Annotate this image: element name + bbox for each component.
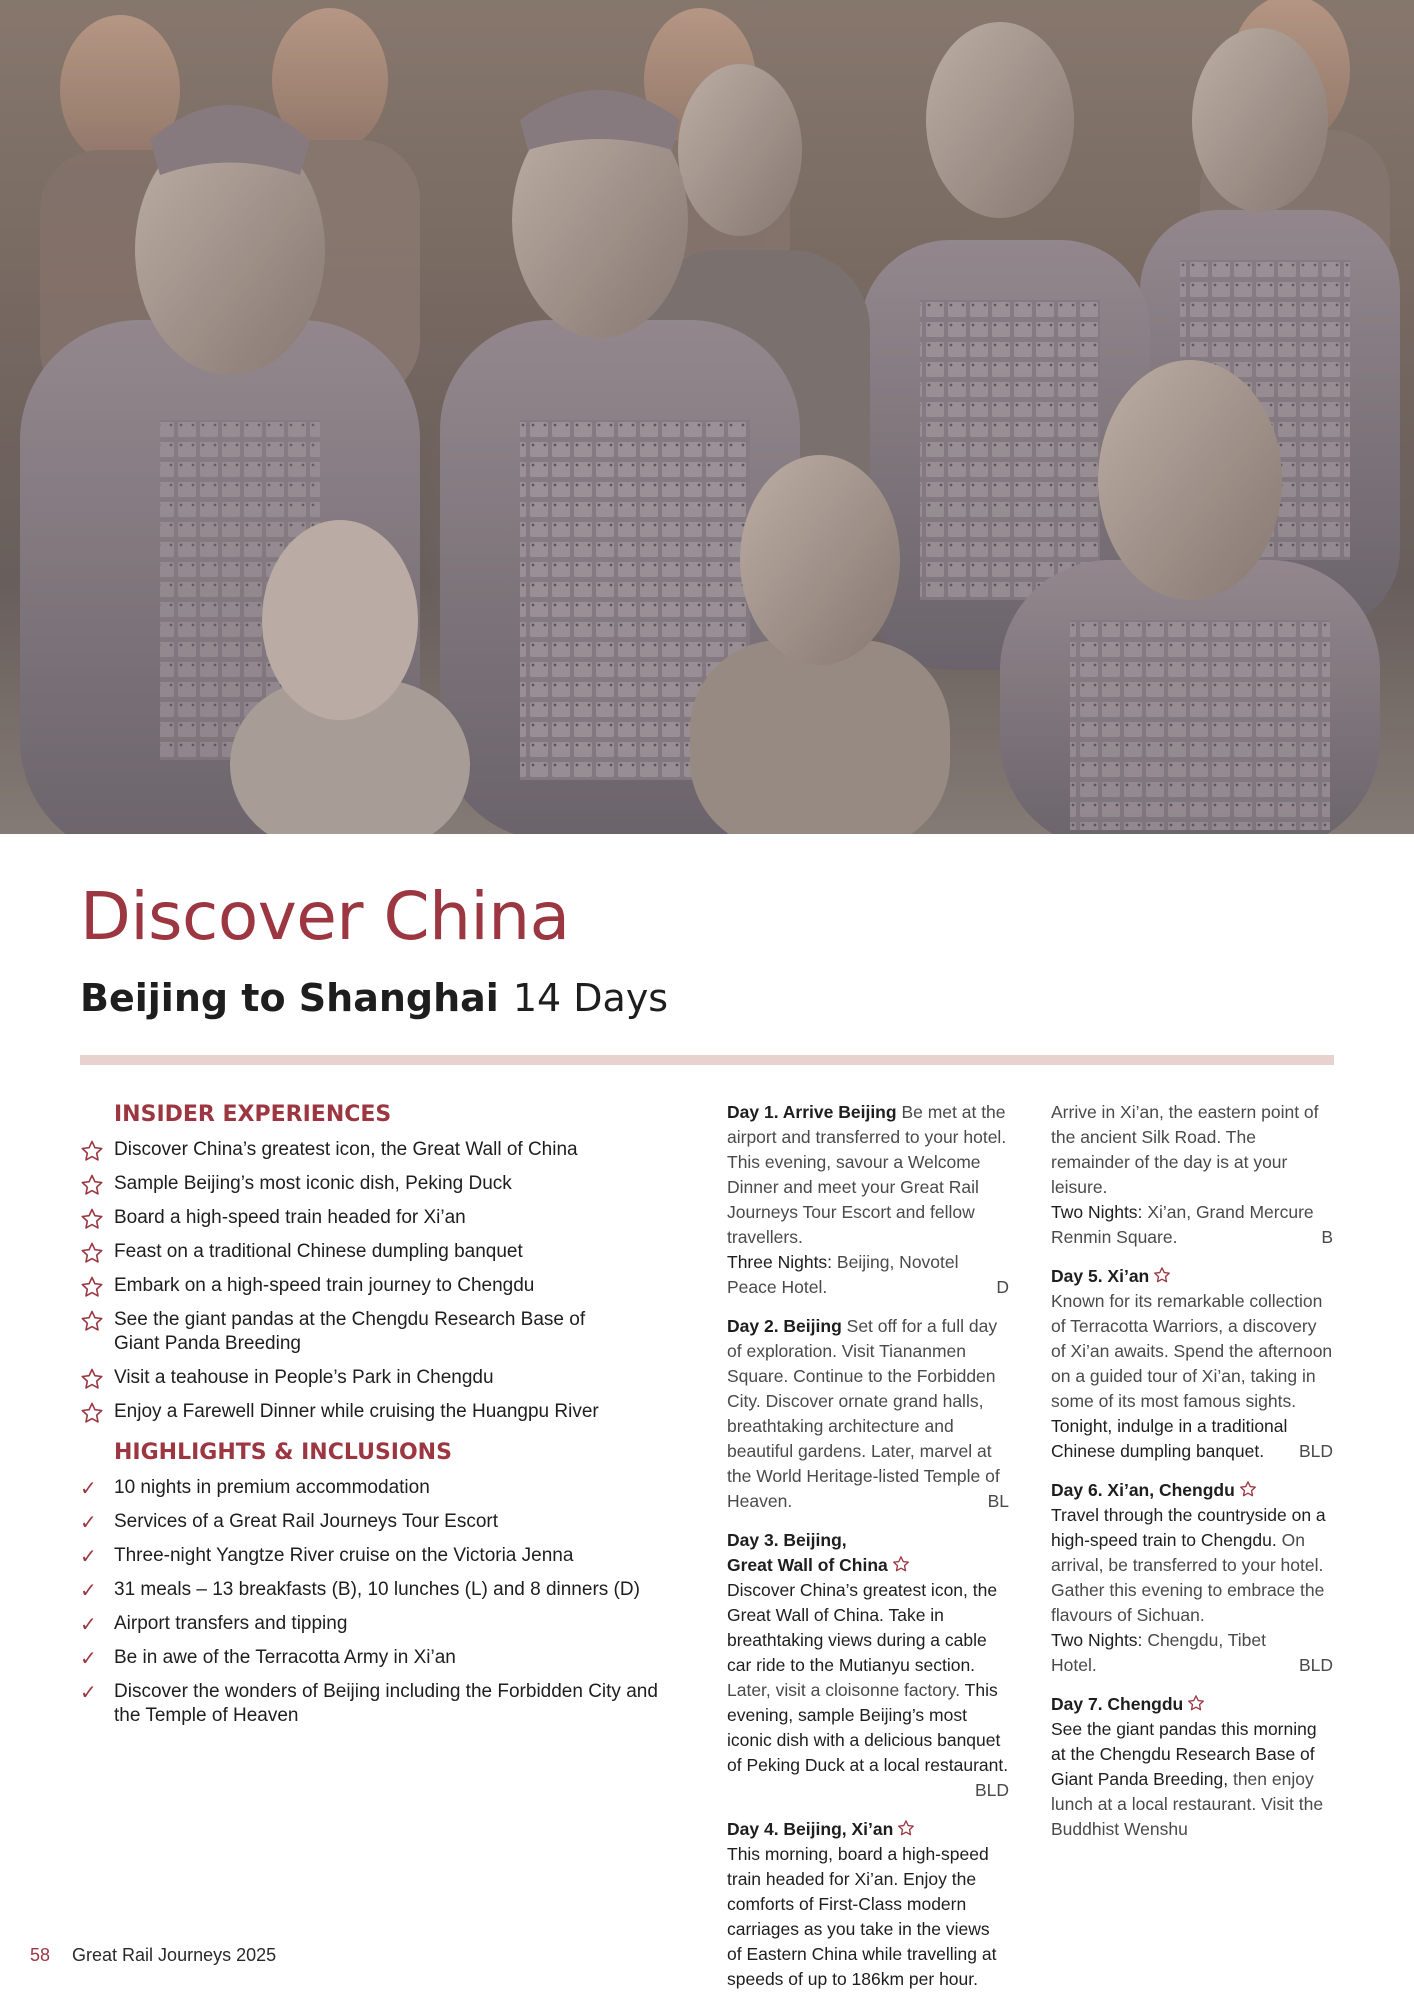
insider-heading: INSIDER EXPERIENCES <box>114 1102 392 1127</box>
hero-photo <box>0 0 1414 834</box>
insider-item: Feast on a traditional Chinese dumpling banquet <box>80 1240 680 1264</box>
insider-item: Board a high-speed train headed for Xi’an <box>80 1206 680 1230</box>
checkmark-icon: ✓ <box>80 1648 97 1670</box>
day-text-highlight: Tonight, indulge in a traditional Chinese dumpling banquet. <box>1051 1416 1288 1461</box>
page-title: Discover China <box>80 878 570 955</box>
highlights-list <box>80 1476 680 1728</box>
day-title: Day 2. Beijing <box>727 1316 842 1336</box>
day-text: Be met at the airport and transferred to your hotel. This evening, savour a Welcome Dinner and meet your Great Rail Journeys Tour Escort and fellow travellers. <box>727 1102 1007 1247</box>
highlight-item: ✓ Three-night Yangtze River cruise on the Victoria Jenna <box>80 1545 574 1568</box>
star-outline-icon <box>1239 1480 1257 1498</box>
terracotta-warriors-illustration <box>0 0 1414 834</box>
day-title: Day 4. Beijing, Xi’an <box>727 1819 894 1839</box>
star-outline-icon <box>80 1309 104 1333</box>
day-text-highlight: Travel through the countryside on a high-speed train to Chengdu. <box>1051 1505 1326 1550</box>
insider-item: Sample Beijing’s most iconic dish, Peking Duck <box>80 1172 680 1196</box>
day-title-line2: Great Wall of China <box>727 1555 888 1575</box>
meals-code: BL <box>987 1491 1009 1511</box>
insider-item: Enjoy a Farewell Dinner while cruising the Huangpu River <box>80 1400 680 1424</box>
day-text: Known for its remarkable collection of Terracotta Warriors, a discovery of Xi’an awaits. Spend the afternoon on a guided tour of Xi’an, taking in some of its most famous sights. <box>1051 1291 1333 1411</box>
meals-code: BLD <box>1298 1441 1333 1461</box>
star-outline-icon <box>80 1275 104 1299</box>
day-5 <box>1051 1264 1333 1464</box>
day-text: Later, visit a cloisonne factory. <box>727 1680 961 1700</box>
day-text: On arrival, be transferred to your hotel. Gather this evening to embrace the flavours of Sichuan. <box>1051 1530 1325 1625</box>
day-6 <box>1051 1478 1333 1678</box>
day-title: Day 3. Beijing, <box>727 1530 847 1550</box>
itinerary-column-2 <box>1051 1100 1333 1856</box>
highlight-item: ✓ Airport transfers and tipping <box>80 1613 348 1636</box>
highlight-item: ✓ Discover the wonders of Beijing including the Forbidden City and the Temple of Heaven <box>80 1681 658 1726</box>
day-title: Day 5. Xi’an <box>1051 1266 1150 1286</box>
highlight-item: ✓ 31 meals – 13 breakfasts (B), 10 lunches (L) and 8 dinners (D) <box>80 1579 640 1602</box>
star-outline-icon <box>80 1139 104 1163</box>
day-text-highlight: This morning, board a high-speed train headed for Xi’an. Enjoy the comforts of First-Class modern carriages as you take in the views of Eastern China while travelling at speeds of up to 186km per hour. <box>727 1844 997 1989</box>
nights-place: Xi’an, Grand Mercure Renmin Square. <box>1051 1202 1314 1247</box>
day-1 <box>727 1100 1009 1300</box>
nights-label: Two Nights: <box>1051 1202 1143 1222</box>
day-text: Set off for a full day of exploration. Visit Tiananmen Square. Continue to the Forbidden City. Discover ornate grand halls, breathtaking architecture and beautiful gardens. Later, marvel at the World Heritage-listed Temple of Heaven. <box>727 1316 1000 1511</box>
itinerary-column-1 <box>727 1100 1009 2000</box>
day-3 <box>727 1528 1009 1803</box>
checkmark-icon: ✓ <box>80 1512 97 1534</box>
checkmark-icon: ✓ <box>80 1682 97 1704</box>
star-outline-icon <box>897 1819 915 1837</box>
insider-item: Discover China’s greatest icon, the Great Wall of China <box>80 1138 680 1162</box>
experiences-column <box>80 1100 680 1728</box>
meals-code: D <box>996 1277 1009 1297</box>
checkmark-icon: ✓ <box>80 1546 97 1568</box>
tour-subtitle <box>80 976 668 1020</box>
day-4 <box>727 1817 1009 1992</box>
day-title: Day 6. Xi’an, Chengdu <box>1051 1480 1235 1500</box>
day-text-highlight: This evening, sample Beijing’s most iconic dish with a delicious banquet of Peking Duck at a local restaurant. <box>727 1680 1009 1775</box>
insider-list <box>80 1138 680 1424</box>
day-text: then enjoy lunch at a local restaurant. Visit the Buddhist Wenshu <box>1051 1769 1324 1839</box>
star-outline-icon <box>80 1207 104 1231</box>
star-outline-icon <box>1187 1694 1205 1712</box>
nights-place: Beijing, Novotel Peace Hotel. <box>727 1252 959 1297</box>
star-outline-icon <box>80 1173 104 1197</box>
page-number: 58 <box>30 1945 51 1965</box>
highlight-item: ✓ 10 nights in premium accommodation <box>80 1477 430 1500</box>
page-footer <box>30 1945 276 1966</box>
star-outline-icon <box>80 1241 104 1265</box>
star-outline-icon <box>892 1555 910 1573</box>
star-outline-icon <box>80 1401 104 1425</box>
nights-label: Three Nights: <box>727 1252 833 1272</box>
checkmark-icon: ✓ <box>80 1580 97 1602</box>
highlights-heading: HIGHLIGHTS & INCLUSIONS <box>114 1440 452 1465</box>
insider-item: Visit a teahouse in People’s Park in Chengdu <box>80 1366 680 1390</box>
day-4-continued <box>1051 1100 1333 1250</box>
nights-place: Chengdu, Tibet Hotel. <box>1051 1630 1267 1675</box>
checkmark-icon: ✓ <box>80 1614 97 1636</box>
meals-code: B <box>1321 1227 1333 1247</box>
day-title: Day 7. Chengdu <box>1051 1694 1184 1714</box>
checkmark-icon: ✓ <box>80 1478 97 1500</box>
day-text: Arrive in Xi’an, the eastern point of the ancient Silk Road. The remainder of the day is at your leisure. <box>1051 1102 1319 1197</box>
day-2 <box>727 1314 1009 1514</box>
meals-code: BLD <box>974 1780 1009 1800</box>
highlight-item: ✓ Be in awe of the Terracotta Army in Xi’an <box>80 1647 456 1670</box>
insider-item: Embark on a high-speed train journey to Chengdu <box>80 1274 680 1298</box>
tour-duration: 14 Days <box>512 976 669 1020</box>
publication-name: Great Rail Journeys 2025 <box>72 1945 277 1965</box>
day-text-highlight: See the giant pandas this morning at the Chengdu Research Base of Giant Panda Breeding, <box>1051 1719 1317 1789</box>
insider-item: See the giant pandas at the Chengdu Research Base of Giant Panda Breeding <box>80 1308 600 1356</box>
day-7 <box>1051 1692 1333 1842</box>
day-text-highlight: Discover China’s greatest icon, the Great Wall of China. Take in breathtaking views during a cable car ride to the Mutianyu section. <box>727 1580 998 1675</box>
star-outline-icon <box>80 1367 104 1391</box>
highlight-item: ✓ Services of a Great Rail Journeys Tour Escort <box>80 1511 499 1534</box>
tour-route: Beijing to Shanghai <box>80 976 499 1020</box>
star-outline-icon <box>1153 1266 1171 1284</box>
meals-code: BLD <box>1298 1655 1333 1675</box>
nights-label: Two Nights: <box>1051 1630 1143 1650</box>
divider-rule <box>80 1055 1334 1065</box>
day-title: Day 1. Arrive Beijing <box>727 1102 897 1122</box>
